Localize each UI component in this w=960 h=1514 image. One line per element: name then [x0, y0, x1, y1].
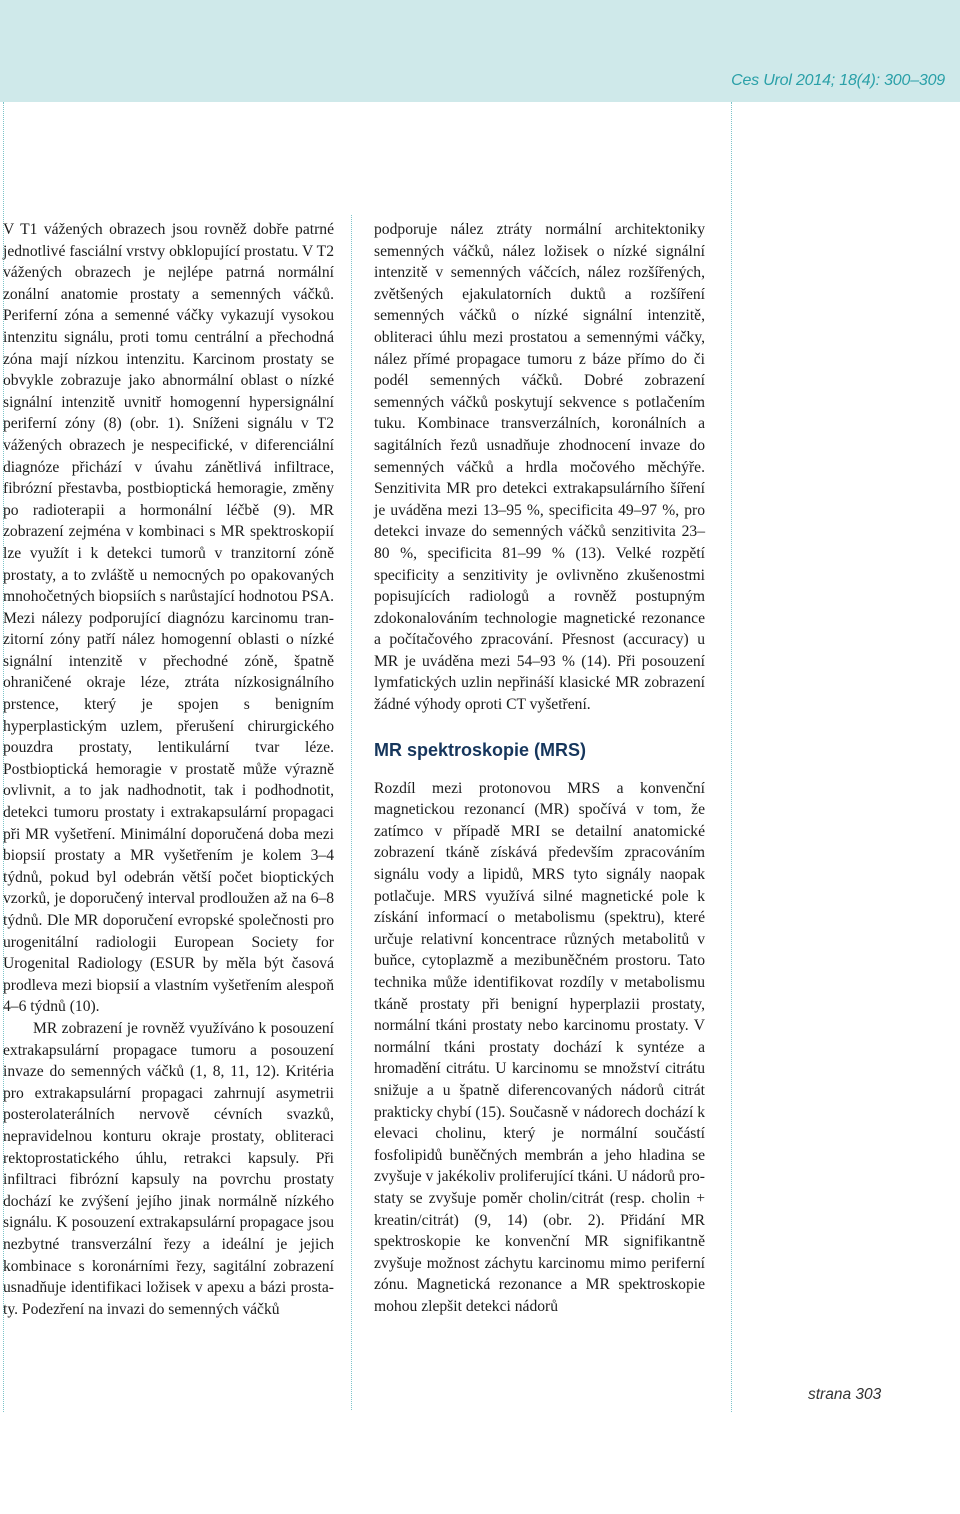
body-paragraph: V T1 vážených obrazech jsou rovněž dobře patrné jednotlivé fasciální vrstvy obklopující prostatu. V T2 vážených obrazech je nejlépe patrná normální zonální anatomie prostaty a semenných váčků. Periferní zóna a semenné váčky vykazují vysokou intenzitu signálu, proti tomu centrální a přechodná zóna mají nízkou intenzitu. Karcinom prostaty se obvykle zobrazuje jako abnormální oblast o nízké signální intenzitě uvnitř homogenní hypersignální periferní zóny (8) (obr. 1). Sníženi signálu v T2 vážených obrazech je nespecifické, v diferenciální diagnóze přichází v úvahu zánětlivá infiltrace, fibrózní přestavba, postbioptická hemoragie, změny po radioterapii a hormonální léčbě (9). MR zobrazení zejména v kombinaci s MR spektroskopií lze využít i k detekci tumorů v tranzitorní zóně prostaty, a to zvláště u nemocných po opakovaných mnohočetných biopsiích s narůstající hodnotou PSA. Mezi nálezy podporující diagnózu karcinomu tranzitorní zóny patří nález homogenní oblasti o nízké signální intenzitě v přechodné zóně, špatně ohraničené okraje léze, ztráta nízkosignálního prstence, který je spojen s benigním hyperplastickým uzlem, přerušení chirurgického pouzdra prostaty, lentikulární tvar léze. Postbioptická hemoragie v prostatě může výrazně ovlivnit, a to jak nadhodnotit, tak i podhodnotit, detekci tumoru prostaty i extrakapsulární propagaci při MR vyšetření. Minimální doporučená doba mezi biopsií prostaty a MR vyšetřením je kolem 3–4 týdnů, pokud byl odebrán větší počet bioptických vzorků, je doporučený interval prodloužen až na 6–8 týdnů. Dle MR doporučení evropské společnosti pro urogenitální radiologii European Society for Urogenital Radiology (ESUR by měla být časová prodleva mezi biopsií a vlastním vyšetřením alespoň 4–6 týdnů (10). [3, 221, 334, 1016]
body-paragraph: MR zobrazení je rovněž využíváno k posouzení extrakapsulární propagace tumoru a posouzení invaze do semenných váčků (1, 8, 11, 12). Kritéria pro extrakapsulární propagaci zahrnují asymetrii posterolaterálních nervově cévních svazků, nepravidelnou konturu okraje prostaty, obliteraci rektoprostatického úhlu, retrakci kapsuly. Při infiltraci fibrózní kapsuly na povrchu prostaty dochází ke zvýšení jejího jinak normálně nízkého signálu. K posouzení extrakapsulární propagace jsou nezbytné transverzální řezy a ideální je jejich kombinace s koronárními řezy, sagitální zobrazení usnadňuje identifikaci ložisek v apexu a bázi prostaty. Podezření na invazi do semenných váčků [3, 1019, 334, 1318]
column-divider-line [351, 215, 352, 1410]
journal-reference: Ces Urol 2014; 18(4): 300–309 [731, 72, 945, 89]
right-margin-line [731, 102, 732, 1412]
left-text-column [3, 219, 334, 1320]
section-heading: MR spektroskopie (MRS) [374, 739, 587, 760]
body-paragraph: Rozdíl mezi protonovou MRS a konvenční magnetickou rezonancí (MR) spočívá v tom, že zatímco v případě MRI se detailní anatomické zobrazení tkáně získává především zpracováním signálu vody a lipidů, MRS tyto signály naopak potlačuje. MRS využívá silné magnetické pole k získání informací o metabolismu (spektru), které určuje relativní koncentrace různých metabolitů v buňce, cytoplazmě a mezibuněčném prostoru. Tato technika může identifikovat rozdíly v metabolismu tkáně prostaty při benigní hyperplazii prostaty, normální tkáni prostaty nebo karcinomu prostaty. V normální tkáni prostaty dochází k syntéze a hromadění citrátu. U karcinomu se množství citrátu snižuje a u špatně diferencovaných nádorů citrát prakticky chybí (15). Současně v nádorech dochází k elevaci cholinu, který je normální součástí fosfolipidů buněčných membrán a jeho hladina se zvyšuje v jakékoliv proliferující tkáni. U nádorů prostaty se zvyšuje poměr cholin/citrát (resp. cholin + kreatin/citrát) (9, 14) (obr. 2). Přidání MR spektroskopie ke konvenční MR signifikantně zvyšuje možnost záchytu karcinomu mimo periferní zónu. Magnetická rezonance a MR spektroskopie mohou zlepšit detekci nádorů [374, 779, 705, 1315]
body-paragraph: podporuje nález ztráty normální architektoniky semenných váčků, nález ložisek o nízké signální intenzitě v semenných váčcích, nález rozšířených, zvětšených ejakulatorních duktů a rozšíření semenných váčků o nízké signální intenzitě, obliteraci úhlu mezi prostatou a semennými váčky, nález přímé propagace tumoru z báze přímo do či podél semenných váčků. Dobré zobrazení semenných váčků poskytují sekvence s potlačením tuku. Kombinace transverzálních, koronálních a sagitálních řezů usnadňuje zhodnocení invaze do semenných váčků a hrdla močového měchýře. Senzitivita MR pro detekci extrakapsulárního šíření je uváděna mezi 13–95 %, specificita 49–97 %, pro detekci invaze do semenných váčků senzitivita 23–80 %, specificita 81–99 % (13). Velké rozpětí specificity a senzitivity je ovlivněno zkušenostmi popisujících radiologů a rovněž postupným zdokonalováním technologie magnetické rezonance a počítačového zpracování. Přesnost (accuracy) u MR je uváděna mezi 54–93 % (14). Při posouzení lymfatických uzlin nepřináší klasické MR zobrazení žádné výhody oproti CT vyšetření. [374, 221, 705, 714]
page-number: strana 303 [808, 1386, 882, 1403]
right-text-column [374, 219, 705, 1318]
